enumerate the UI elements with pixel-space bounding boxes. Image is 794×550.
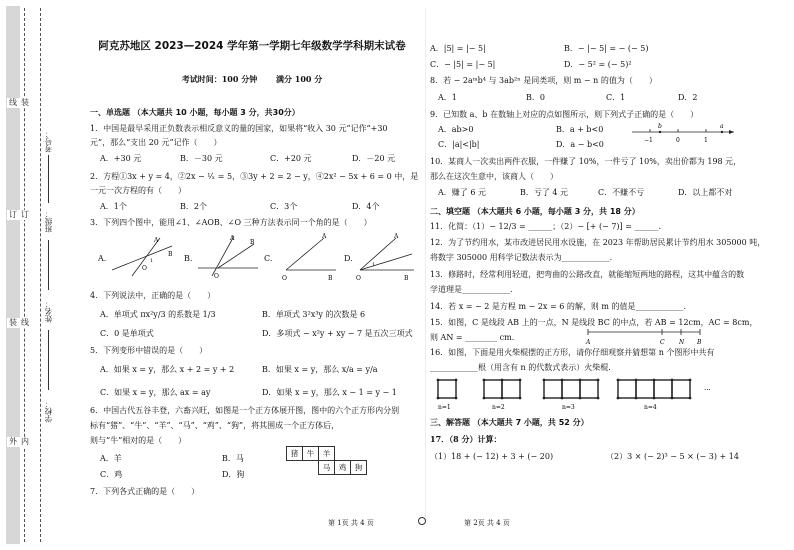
figure-label: n=2 (492, 404, 505, 411)
exam-score: 满分 100 分 (276, 74, 323, 84)
point-label: B (697, 339, 702, 346)
option-b[interactable]: B．亏了 4 元 (520, 188, 569, 197)
option-a[interactable]: A．赚了 6 元 (438, 188, 486, 197)
angle-figure-a (110, 232, 178, 282)
option-c[interactable]: C．0 是单项式 (100, 329, 154, 338)
figure-label: n=1 (438, 404, 451, 411)
binding-char: 装 (21, 98, 29, 107)
question-text: 9．已知数 a、b 在数轴上对应的点如图所示，则下列式子正确的是（ ） (430, 110, 699, 119)
exam-title: 阿克苏地区 2023—2024 学年第一学期七年级数学学科期末试卷 (98, 40, 406, 52)
figure-label: n=3 (562, 404, 575, 411)
binding-dash-line (24, 8, 25, 542)
angle-figure-c (278, 230, 342, 284)
option-b[interactable]: B．－30 元 (180, 154, 223, 163)
section-heading: 一、单选题 （本大题共 10 小题，每小题 3 分，共30分） (90, 108, 300, 117)
option-d[interactable]: D. (344, 254, 353, 263)
point-a-label: a (720, 123, 724, 130)
option-c[interactable]: C．− |5| = |− 5| (430, 60, 496, 69)
option-c[interactable]: C．1 (606, 93, 626, 102)
column-divider (425, 8, 426, 518)
option-d[interactable]: D．a − b<0 (556, 140, 604, 149)
option-d[interactable]: D．－20 元 (352, 154, 396, 163)
option-a[interactable]: A．羊 (100, 454, 122, 463)
question-text: 6．中国古代五谷丰登，六畜兴旺，如图是一个正方体展开图，图中的六个正方形内分别 (90, 406, 400, 415)
tick-label: −1 (644, 137, 653, 144)
binding-char: 线 (9, 98, 17, 107)
question-text: 11．化简：（1）− 12/3 = ______；（2）− [+ (− 7)] = ______. (430, 222, 662, 231)
binding-char: 装 (9, 318, 17, 327)
exam-number-label: 考号： (44, 130, 53, 153)
tick-label: 0 (676, 137, 680, 144)
option-a[interactable]: A．ab>0 (438, 125, 474, 134)
net-cell: 狗 (351, 461, 367, 475)
option-a[interactable]: A．1个 (100, 202, 127, 211)
option-c[interactable]: C．如果 x = y，那么 ax = ay (100, 388, 211, 397)
question-text: 5．下列变形中错误的是（ ） (90, 346, 208, 355)
question-text: 17．（8 分）计算： (430, 434, 502, 444)
question-text: 10．某商人一次卖出两件衣服，一件赚了 10%，一件亏了 10%，卖出价都为 198 元， (430, 157, 742, 166)
svg-text:B: B (168, 251, 173, 258)
question-text: 将数字 305000 用科学记数法表示为____________. (430, 253, 613, 262)
option-a[interactable]: A. (98, 254, 107, 263)
option-d[interactable]: D．2 (678, 93, 698, 102)
page-number-left: 第 1页 共 4 页 (328, 519, 374, 527)
school-blank[interactable] (48, 330, 49, 390)
question-text: 13．修路时，经常利用轻道，把弯曲的公路改直，就能缩短两地的路程，这其中蕴含的数 (430, 270, 745, 279)
school-label: 学校： (44, 400, 53, 423)
net-cell: 马 (319, 461, 335, 475)
option-d[interactable]: D．以上都不对 (678, 188, 733, 197)
angle-figure-b (194, 232, 262, 282)
option-a[interactable]: A．+30 元 (100, 154, 142, 163)
option-c[interactable]: C. (264, 254, 273, 263)
net-cell: 猪 (287, 447, 303, 461)
point-b-label: b (658, 123, 662, 130)
angle-figure-d (354, 230, 420, 284)
question-text: 15．如图，C 是线段 AB 上的一点，N 是线段 BC 的中点，若 AB = 12cm，AC = 8cm， (430, 318, 758, 327)
matchstick-figure (436, 378, 726, 412)
question-text: 7．下列各式正确的是（ ） (90, 487, 200, 496)
page-right (430, 0, 786, 527)
svg-text:A: A (154, 237, 159, 244)
option-d[interactable]: D．如果 x = y，那么 x − 1 = y − 1 (262, 388, 397, 397)
section-heading: 三、解答题 （本大题共 7 小题，共 52 分） (430, 418, 589, 427)
tick-label: 1 (704, 137, 708, 144)
question-text: 3．下列四个图中，能用∠1、∠AOB、∠O 三种方法表示同一个角的是（ ） (90, 218, 372, 227)
question-text: ____________根（用含有 n 的代数式表示）火柴棍. (430, 363, 611, 372)
binding-char: 订 (9, 210, 17, 219)
option-b[interactable]: B．a + b<0 (556, 125, 604, 134)
option-d[interactable]: D．4个 (352, 202, 380, 211)
ellipsis-label: ··· (704, 386, 711, 394)
svg-text:1: 1 (150, 258, 154, 264)
question-text: （2）3 × (− 2)³ − 5 × (− 3) + 14 (606, 452, 739, 461)
net-cell: 羊 (319, 447, 335, 461)
option-b[interactable]: B．0 (526, 93, 545, 102)
option-a[interactable]: A．1 (438, 93, 457, 102)
option-c[interactable]: C．3个 (270, 202, 298, 211)
question-text: 则与“牛”相对的是（ ） (90, 436, 187, 445)
option-b[interactable]: B．马 (222, 454, 244, 463)
question-text: 16．如图，下面是用火柴棍摆的正方形，请你仔细观察并猜想第 n 个图形中共有 (430, 348, 715, 357)
option-b[interactable]: B．2个 (180, 202, 207, 211)
svg-text:B: B (404, 275, 409, 282)
binding-char: 内 (21, 437, 29, 446)
point-label: A (586, 339, 591, 346)
option-a[interactable]: A．单项式 πx²y/3 的系数是 1/3 (100, 310, 216, 319)
number-line (630, 120, 738, 148)
option-d[interactable]: D．多项式 − x²y + xy − 7 是五次三项式 (262, 329, 413, 338)
option-b[interactable]: B．− |− 5| = − (− 5) (564, 44, 649, 53)
option-d[interactable]: D．狗 (222, 470, 245, 479)
option-c[interactable]: C．鸡 (100, 470, 123, 479)
option-b[interactable]: B. (184, 254, 193, 263)
net-cell: 牛 (303, 447, 319, 461)
point-label: C (660, 339, 665, 346)
question-text: 8．若 − 2aᵐb⁴ 与 3ab²ⁿ 是同类项，则 m − n 的值为（ ） (430, 76, 657, 85)
option-b[interactable]: B．单项式 3²x³y 的次数是 6 (262, 310, 366, 319)
fold-mark (418, 517, 426, 525)
segment-figure (582, 326, 706, 346)
svg-text:B: B (250, 239, 255, 246)
exam-meta (82, 74, 422, 84)
question-text: 学道理是____________. (430, 285, 513, 294)
name-blank[interactable] (48, 240, 49, 290)
svg-text:A: A (394, 233, 399, 240)
class-blank[interactable] (48, 155, 49, 203)
binding-char: 订 (21, 210, 29, 219)
question-text: 一元一次方程的有（ ） (90, 186, 186, 195)
page-number-right: 第 2页 共 4 页 (464, 519, 510, 527)
binding-char: 线 (21, 318, 29, 327)
question-text: 12．为了节约用水，某市改进居民用水设施，在 2023 年帮助居民累计节约用水 305000 吨， (430, 238, 766, 247)
class-label: 班级： (44, 210, 53, 233)
question-text: 1．中国是最早采用正负数表示相反意义的量的国家，如果将“收入 30 元”记作“+30 (90, 124, 388, 133)
svg-text:O: O (214, 273, 219, 280)
figure-label: n=4 (644, 404, 657, 411)
svg-text:O: O (142, 265, 147, 272)
question-text: 2．方程①3x + y = 4，②2x − ¹⁄ₓ = 5，③3y + 2 = 2 − y，④2x² − 5x + 6 = 0 中，是 (90, 172, 419, 181)
question-text: 标有“猪”、“牛”、“羊”、“马”、“鸡”、“狗”，将其围成一个正方体后， (90, 421, 340, 430)
point-label: N (679, 339, 685, 346)
svg-text:A: A (322, 233, 327, 240)
cube-net (286, 446, 367, 475)
name-label: 姓名： (44, 300, 53, 323)
option-c[interactable]: C．|a|<|b| (438, 140, 480, 149)
svg-text:B: B (328, 275, 333, 282)
option-b[interactable]: B．如果 x = y，那么 x/a = y/a (262, 365, 378, 374)
page-left (82, 0, 422, 527)
svg-text:A: A (230, 235, 235, 242)
option-c[interactable]: C．不赚不亏 (598, 188, 645, 197)
question-text: （1）18 + (− 12) + 3 + (− 20) (430, 452, 554, 461)
exam-time: 考试时间：100 分钟 (181, 74, 258, 84)
binding-strip (6, 6, 20, 544)
question-text: 元”，那么“支出 20 元”记作（ ） (90, 138, 222, 147)
svg-text:O: O (282, 275, 287, 282)
option-d[interactable]: D．− 5² = (− 5)² (564, 60, 632, 69)
section-heading: 二、填空题 （本大题共 6 小题，每小题 3 分，共 18 分） (430, 207, 640, 216)
svg-text:O: O (356, 275, 361, 282)
svg-text:1: 1 (372, 262, 376, 268)
option-a[interactable]: A．如果 x = y，那么 x + 2 = y + 2 (100, 365, 235, 374)
question-text: 则 AN = ________ cm. (430, 333, 515, 342)
binding-margin (0, 0, 74, 550)
question-text: 4．下列说法中，正确的是（ ） (90, 291, 216, 300)
question-text: 那么在这次生意中，该商人（ ） (430, 172, 558, 181)
net-cell: 鸡 (335, 461, 351, 475)
binding-char: 外 (9, 437, 17, 446)
option-a[interactable]: A．|5| = |− 5| (430, 44, 486, 53)
option-c[interactable]: C．+20 元 (270, 154, 312, 163)
binding-dash-line (40, 8, 41, 542)
question-text: 14．若 x = − 2 是方程 m − 2x = 6 的解，则 m 的值是____________. (430, 302, 687, 311)
